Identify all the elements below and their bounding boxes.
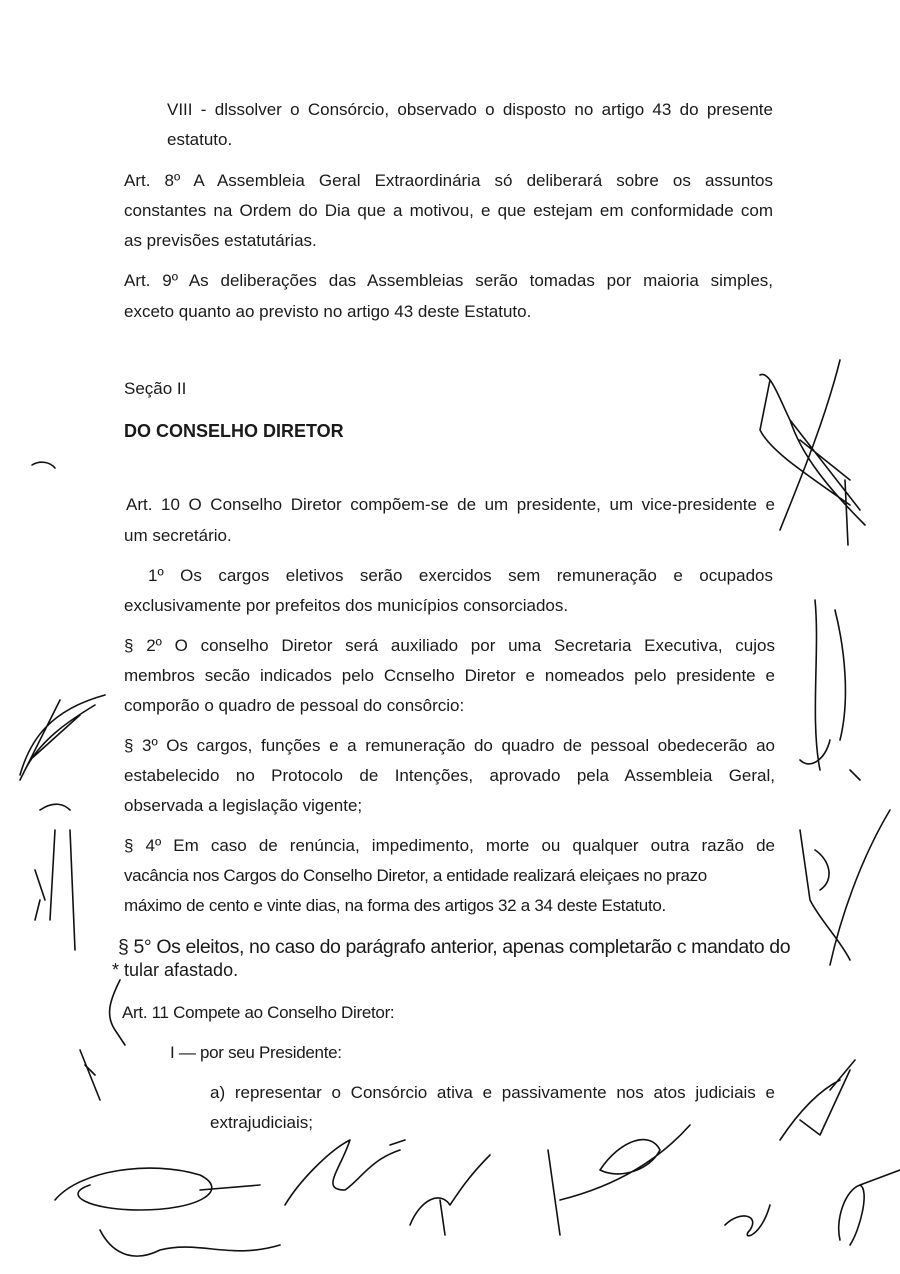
signature-mark [285, 1140, 405, 1205]
item-i: I — por seu Presidente: [170, 1043, 342, 1062]
signature-mark [760, 360, 865, 545]
text-line: máximo de cento e vinte dias, na forma des artigos 32 a 34 deste Estatuto. [124, 896, 666, 915]
text-line: vacância nos Cargos do Conselho Diretor, a entidade realizará eleiçaes no prazo [124, 866, 707, 885]
text-line: as previsões estatutárias. [124, 231, 317, 250]
text-line: estabelecido no Protocolo de Intenções, aprovado pela Assembleia Geral, [124, 766, 775, 785]
text-line: VIII - dlssolver o Consórcio, observado o disposto no artigo 43 do presente [167, 100, 773, 119]
signature-mark [32, 462, 55, 468]
signature-mark [20, 695, 105, 780]
signature-mark [839, 1170, 900, 1245]
text-line: extrajudiciais; [210, 1113, 313, 1132]
article-10: Art. 10 O Conselho Diretor compõem-se de um presidente, um vice-presidente e [126, 495, 775, 514]
article-9: Art. 9º As deliberações das Assembleias serão tomadas por maioria simples, [124, 271, 773, 290]
section-heading: DO CONSELHO DIRETOR [124, 421, 344, 441]
paragraph-1: 1º Os cargos eletivos serão exercidos sem remuneração e ocupados [148, 566, 773, 585]
signature-mark [55, 1168, 280, 1256]
text-line: comporão o quadro de pessoal do consôrcio: [124, 696, 465, 715]
text-line: exclusivamente por prefeitos dos municípios consorciados. [124, 596, 569, 615]
signature-mark [800, 810, 890, 965]
article-11: Art. 11 Compete ao Conselho Diretor: [122, 1003, 395, 1022]
signature-mark [35, 804, 75, 950]
signature-mark [780, 1060, 855, 1140]
signature-mark [80, 980, 125, 1100]
text-line: estatuto. [167, 130, 233, 149]
text-line: * tular afastado. [112, 960, 239, 980]
signature-mark [410, 1155, 490, 1235]
text-line: exceto quanto ao previsto no artigo 43 deste Estatuto. [124, 302, 532, 321]
signature-mark [800, 600, 860, 780]
item-a: a) representar o Consórcio ativa e passivamente nos atos judiciais e [210, 1083, 775, 1102]
paragraph-4: § 4º Em caso de renúncia, impedimento, morte ou qualquer outra razão de [124, 836, 775, 855]
paragraph-2: § 2º O conselho Diretor será auxiliado por uma Secretaria Executiva, cujos [124, 636, 775, 655]
text-line: constantes na Ordem do Dia que a motivou, e que estejam em conformidade com [124, 201, 773, 220]
paragraph-5: § 5° Os eleitos, no caso do parágrafo anterior, apenas completarão c mandato do [118, 936, 791, 958]
text-line: membros secão indicados pelo Ccnselho Diretor e nomeados pelo presidente e [124, 666, 775, 685]
article-8: Art. 8º A Assembleia Geral Extraordinária só deliberará sobre os assuntos [124, 171, 773, 190]
signature-mark [548, 1125, 690, 1235]
text-line: um secretário. [124, 526, 232, 545]
signature-mark [725, 1205, 770, 1236]
section-label: Seção II [124, 379, 187, 398]
paragraph-3: § 3º Os cargos, funções e a remuneração do quadro de pessoal obedecerão ao [124, 736, 775, 755]
text-line: observada a legislação vigente; [124, 796, 363, 815]
